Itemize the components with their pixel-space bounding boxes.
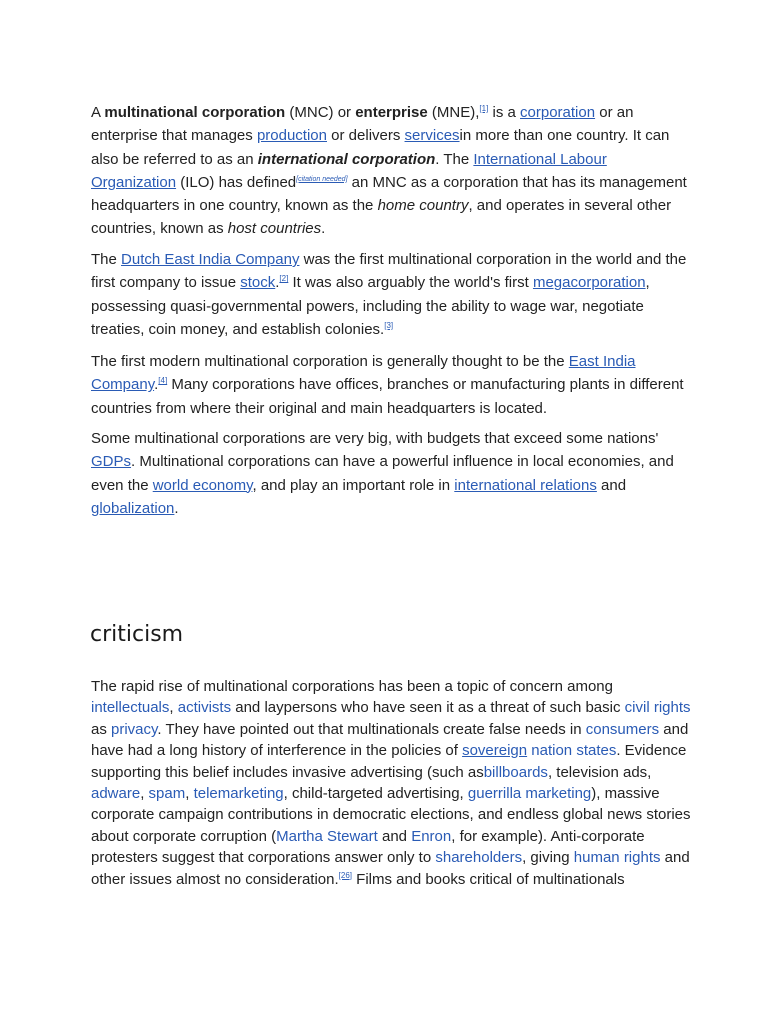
text: in more than one country. It can also be referred to as an (91, 127, 670, 168)
link-spam[interactable]: spam (148, 785, 186, 803)
text: (ILO) has defined (176, 173, 297, 191)
east-india-paragraph (91, 350, 691, 420)
link-billboards[interactable]: billboards (483, 763, 548, 781)
text: , and play an important role in (252, 476, 455, 494)
link-sovereign[interactable]: sovereign (462, 742, 528, 760)
link-megacorporation[interactable]: megacorporation (532, 274, 646, 292)
text: , (169, 699, 178, 717)
text: , television ads, (547, 763, 652, 781)
text: . (154, 376, 159, 394)
text: was the first multinational corporation in the world and the first company to issue (91, 251, 687, 292)
text: is a (488, 104, 521, 121)
bold-term-mnc: multinational corporation (104, 104, 286, 121)
text: A (91, 104, 105, 121)
citation-needed[interactable] (296, 176, 347, 183)
text: . Multinational corporations can have a powerful influence in local economies, and even the (91, 453, 674, 494)
link-civil-rights[interactable]: civil rights (624, 699, 691, 717)
reference-2[interactable] (279, 274, 288, 283)
link-corporation[interactable]: corporation (520, 104, 596, 121)
text: . The (435, 150, 474, 168)
text: , (185, 785, 194, 803)
link-services[interactable]: services (404, 127, 460, 145)
text: , and operates in several other countries, known as (91, 197, 672, 238)
link-consumers[interactable]: consumers (585, 720, 660, 738)
text: , giving (522, 849, 574, 867)
italic-term: host countries (227, 220, 322, 238)
text: , for example). Anti-corporate protesters suggest that corporations answer only to (91, 827, 645, 867)
link-shareholders[interactable]: shareholders (435, 849, 523, 867)
text: or delivers (327, 127, 405, 145)
link-gdps[interactable]: GDPs (91, 453, 132, 471)
text: (MNC) or (285, 104, 356, 121)
link-stock[interactable]: stock (240, 274, 276, 292)
reference-link[interactable]: [3] (384, 320, 394, 330)
link-enron[interactable]: Enron (411, 827, 452, 845)
text: It was also arguably the world's first (288, 274, 533, 292)
link-ilo[interactable]: International Labour Organization (91, 150, 607, 191)
link-adware[interactable]: adware (91, 785, 141, 803)
text: Many corporations have offices, branches or manufacturing plants in different countries from where their original and main headquarters is located. (91, 376, 684, 417)
link-international-relations[interactable]: international relations (454, 476, 597, 494)
text: . They have pointed out that multinationals create false needs in (157, 720, 586, 738)
criticism-paragraph (91, 676, 691, 890)
bold-term-enterprise: enterprise (355, 104, 428, 121)
text: . (275, 274, 280, 292)
link-intellectuals[interactable]: intellectuals (91, 699, 170, 717)
link-martha-stewart[interactable]: Martha Stewart (276, 827, 378, 845)
link-privacy[interactable]: privacy (111, 720, 158, 738)
dutch-company-paragraph (91, 248, 691, 341)
reference-link[interactable]: [1] (479, 104, 489, 113)
text: , (140, 785, 149, 803)
italic-term: home country (377, 197, 469, 215)
link-guerrilla-marketing[interactable]: guerrilla marketing (467, 785, 592, 803)
text: . Evidence supporting this belief includes invasive advertising (such as (91, 742, 687, 781)
link-east-india-company[interactable]: East India Company (91, 353, 636, 394)
reference-link[interactable]: [4] (158, 376, 168, 386)
intro-paragraph (91, 101, 691, 241)
section-heading-criticism: criticism (90, 622, 184, 647)
text: ), massive corporate campaign contributions in democratic elections, and endless global news stories about corporate corruption ( (91, 785, 691, 845)
text: The (91, 251, 122, 268)
text: and laypersons who have seen it as a threat of such basic (231, 699, 625, 717)
text: and (596, 476, 627, 494)
text: and other issues almost no consideration. (91, 849, 690, 888)
text: The rapid rise of multinational corporations has been a topic of concern among (91, 678, 613, 695)
text: The first modern multinational corporation is generally thought to be the (91, 353, 569, 370)
link-human-rights[interactable]: human rights (573, 849, 661, 867)
text: and have had a long history of interference in the policies of (91, 720, 689, 760)
text: an MNC as a corporation that has its management headquarters in one country, known as the (91, 173, 687, 215)
reference-link[interactable]: [26] (338, 870, 352, 880)
text: as (91, 720, 112, 738)
link-world-economy[interactable]: world economy (152, 476, 253, 494)
size-influence-paragraph (91, 427, 691, 520)
reference-26[interactable] (339, 871, 352, 880)
text: , child-targeted advertising, (283, 785, 468, 803)
link-production[interactable]: production (256, 127, 327, 145)
link-nation-states[interactable]: nation states (531, 742, 617, 760)
bold-italic-term: international corporation (257, 150, 436, 168)
link-telemarketing[interactable]: telemarketing (193, 785, 284, 803)
citation-needed-link[interactable]: [citation needed] (296, 175, 348, 183)
reference-4[interactable] (158, 376, 167, 385)
link-globalization[interactable]: globalization (91, 499, 175, 517)
text: and (377, 827, 412, 845)
reference-1[interactable] (479, 104, 488, 113)
link-activists[interactable]: activists (177, 699, 232, 717)
reference-3[interactable] (384, 321, 393, 330)
text: . (174, 499, 179, 517)
text: Films and books critical of multinationals (351, 870, 625, 888)
text: Some multinational corporations are very big, with budgets that exceed some nations' (91, 430, 659, 447)
text: . (321, 220, 326, 238)
reference-link[interactable]: [2] (279, 274, 289, 284)
text: (MNE), (427, 104, 480, 121)
text: , possessing quasi-governmental powers, including the ability to wage war, negotiate treaties, coin money, and establish colonies. (91, 274, 650, 338)
text: or an enterprise that manages (91, 104, 634, 145)
link-dutch-east-india-company[interactable]: Dutch East India Company (121, 251, 300, 268)
